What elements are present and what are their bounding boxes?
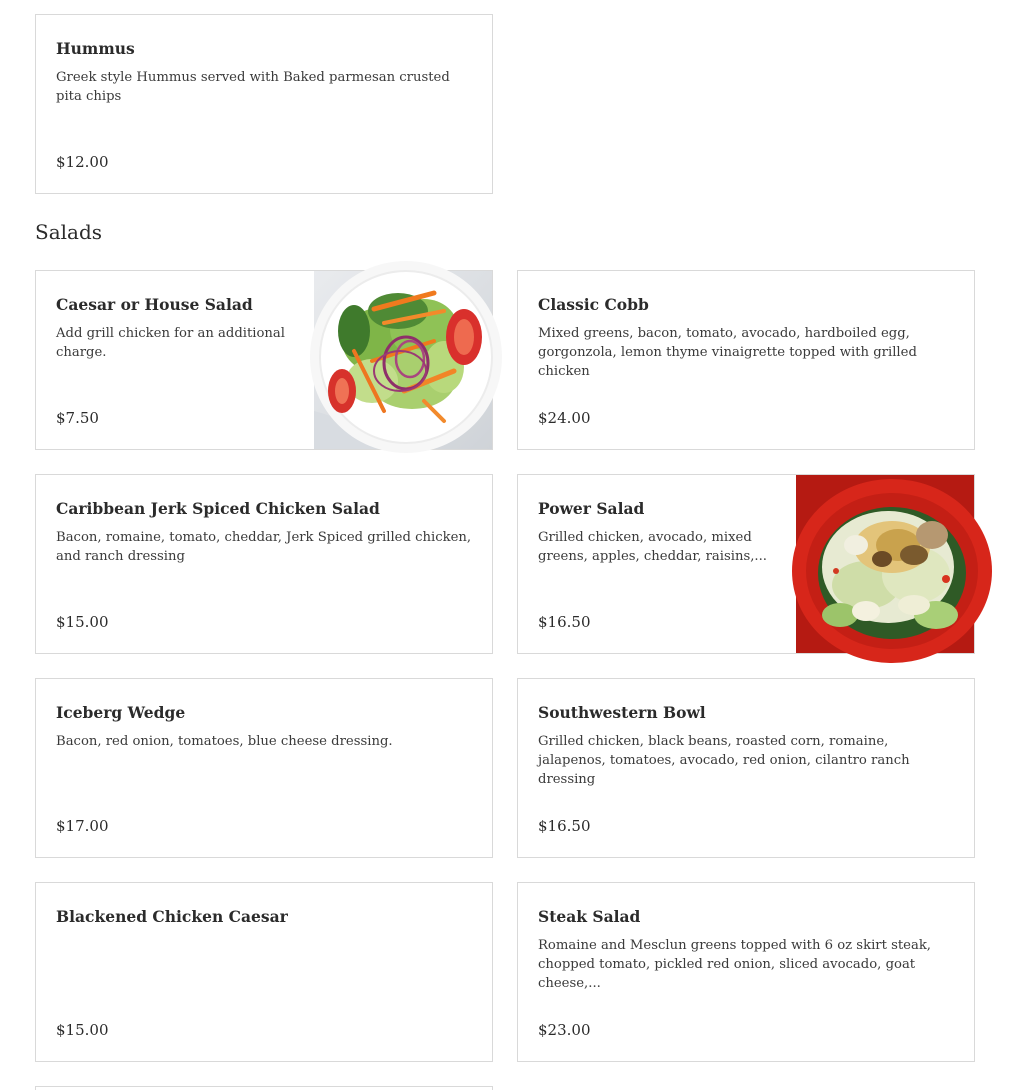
menu-item-description: Romaine and Mesclun greens topped with 6 oz skirt steak, chopped tomato, pickled red onion, sliced avocado, goat cheese,...	[538, 938, 931, 991]
menu-item-price: $16.50	[538, 817, 591, 835]
menu-item-price: $24.00	[538, 409, 591, 427]
menu-item-info	[538, 295, 954, 449]
menu-item-info	[56, 499, 472, 653]
menu-item-name: Hummus	[56, 39, 135, 58]
menu-item-description: Mixed greens, bacon, tomato, avocado, hardboiled egg, gorgonzola, lemon thyme vinaigrette topped with grilled chicken	[538, 326, 917, 379]
menu-item-card[interactable]	[35, 474, 493, 654]
menu-item-name: Classic Cobb	[538, 295, 649, 314]
menu-item-name: Southwestern Bowl	[538, 703, 706, 722]
menu-item-info	[538, 703, 954, 857]
menu-item-description: Bacon, red onion, tomatoes, blue cheese dressing.	[56, 734, 393, 749]
menu-item-card[interactable]	[517, 678, 975, 858]
menu-item-description: Add grill chicken for an additional charge.	[56, 326, 286, 360]
menu-item-price: $17.00	[56, 817, 109, 835]
menu-item-card[interactable]	[35, 270, 493, 450]
menu-item-card[interactable]	[35, 14, 493, 194]
menu-item-card[interactable]	[35, 678, 493, 858]
menu-item-info	[538, 907, 954, 1061]
menu-item-card[interactable]	[517, 474, 975, 654]
menu-item-info	[56, 703, 472, 857]
menu-item-price: $16.50	[538, 613, 591, 631]
menu-item-name: Steak Salad	[538, 907, 641, 926]
menu-item-name: Blackened Chicken Caesar	[56, 907, 288, 926]
menu-item-card[interactable]	[35, 1086, 493, 1090]
power-salad-photo	[796, 475, 974, 653]
menu-item-price: $12.00	[56, 153, 109, 171]
menu-item-card[interactable]	[35, 882, 493, 1062]
menu-item-description: Grilled chicken, avocado, mixed greens, apples, cheddar, raisins,...	[538, 530, 767, 564]
menu-item-price: $15.00	[56, 613, 109, 631]
menu-item-price: $15.00	[56, 1021, 109, 1039]
menu-item-card[interactable]	[517, 270, 975, 450]
menu-item-name: Power Salad	[538, 499, 645, 518]
menu-item-description: Grilled chicken, black beans, roasted corn, romaine, jalapenos, tomatoes, avocado, red onion, cilantro ranch dressing	[538, 734, 910, 787]
menu-item-description: Bacon, romaine, tomato, cheddar, Jerk Spiced grilled chicken, and ranch dressing	[56, 530, 472, 564]
house-salad-photo	[314, 271, 492, 449]
menu-item-card[interactable]	[517, 882, 975, 1062]
menu-item-price: $7.50	[56, 409, 99, 427]
menu-item-description: Greek style Hummus served with Baked parmesan crusted pita chips	[56, 70, 450, 104]
menu-item-name: Caribbean Jerk Spiced Chicken Salad	[56, 499, 380, 518]
menu-item-price: $23.00	[538, 1021, 591, 1039]
menu-item-name: Iceberg Wedge	[56, 703, 186, 722]
menu-item-info	[56, 907, 472, 1061]
section-title-salads: Salads	[35, 220, 103, 244]
menu-item-name: Caesar or House Salad	[56, 295, 253, 314]
menu-item-info	[56, 39, 472, 193]
